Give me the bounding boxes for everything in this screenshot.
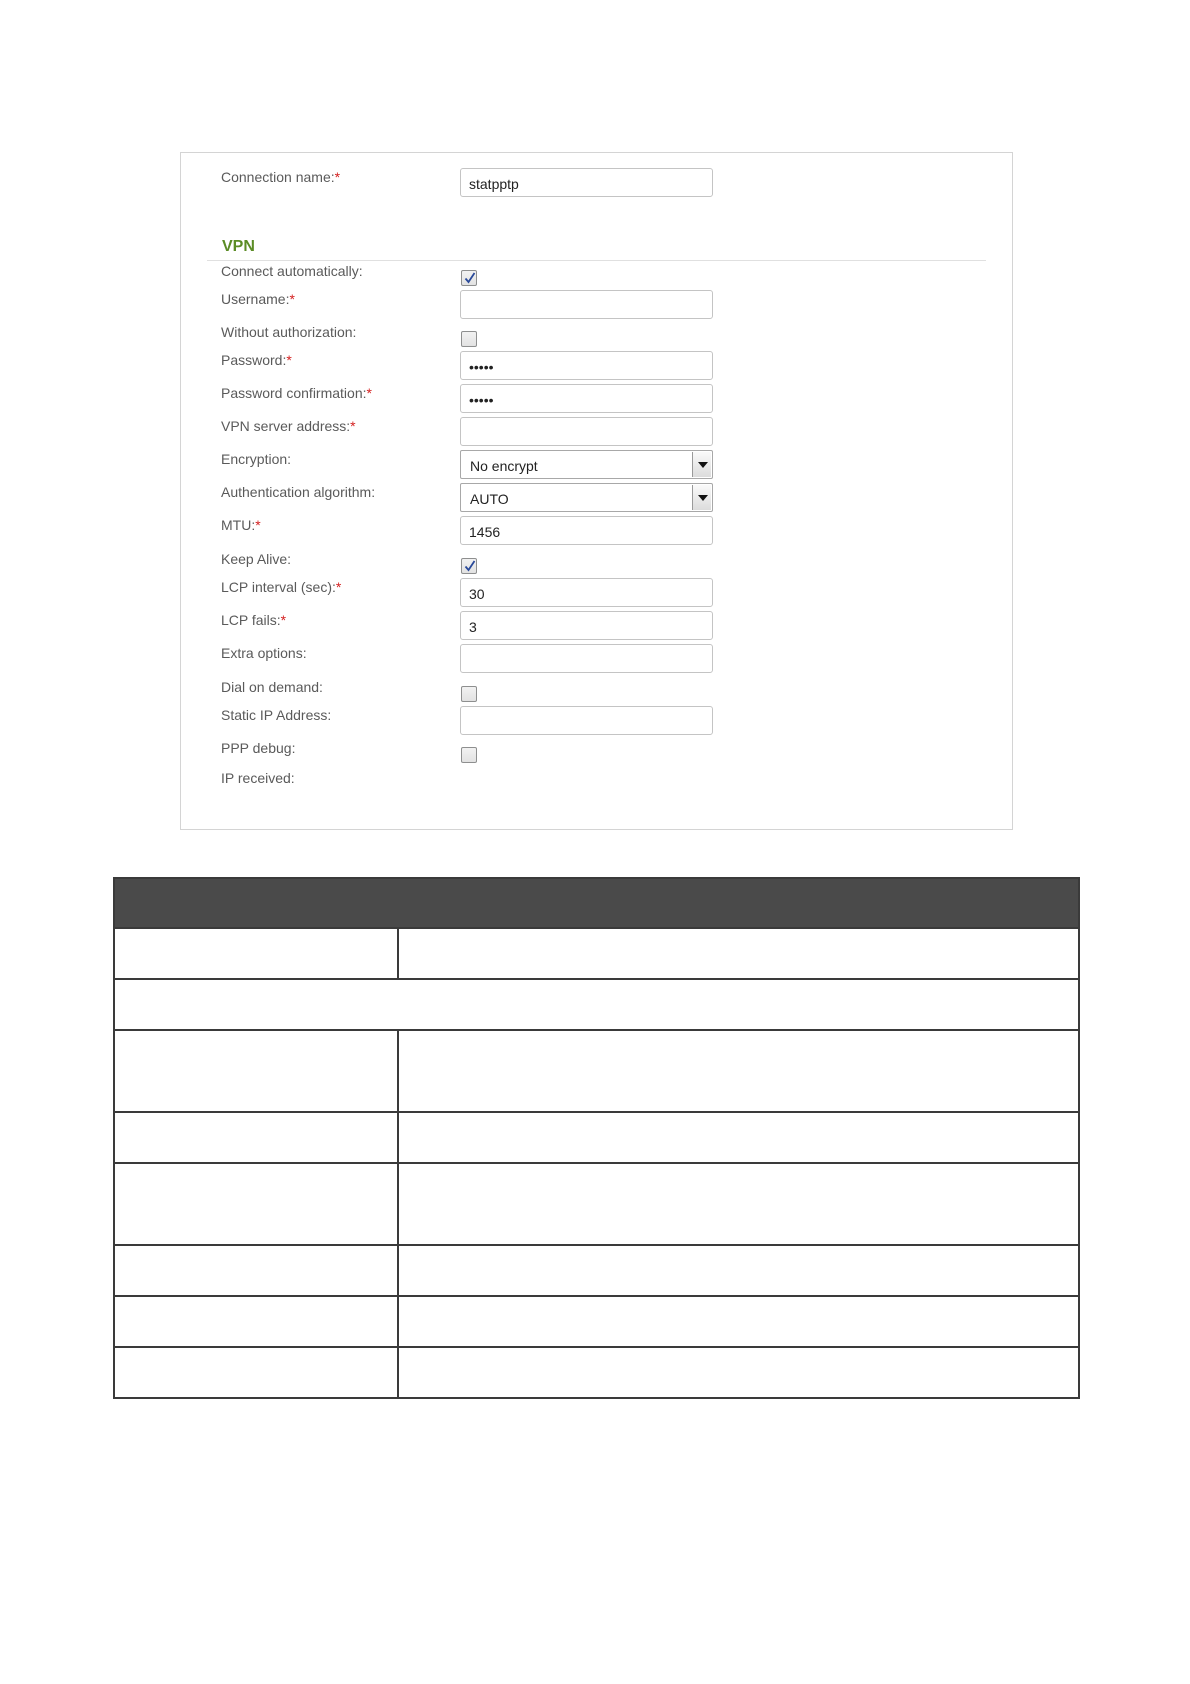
table-cell-description <box>398 1112 1079 1163</box>
table-cell-description <box>398 1245 1079 1296</box>
parameters-table <box>113 877 1080 1399</box>
password-label: Password:* <box>221 352 292 368</box>
static-ip-address-label: Static IP Address: <box>221 707 332 723</box>
extra-options-label: Extra options: <box>221 645 307 661</box>
lcp-interval-input[interactable] <box>460 578 713 607</box>
username-label: Username:* <box>221 291 295 307</box>
table-row <box>114 1163 1079 1245</box>
vpn-server-address-input[interactable] <box>460 417 713 446</box>
section-divider <box>207 260 986 261</box>
table-row <box>114 1112 1079 1163</box>
chevron-down-icon[interactable] <box>692 485 711 510</box>
table-row <box>114 1296 1079 1347</box>
table-cell-parameter <box>114 1347 398 1398</box>
vpn-settings-screenshot <box>180 152 1013 830</box>
checkmark-icon <box>463 271 477 285</box>
lcp-fails-label: LCP fails:* <box>221 612 287 628</box>
connect-automatically-label: Connect automatically: <box>221 263 363 279</box>
mtu-label: MTU:* <box>221 517 261 533</box>
table-row <box>114 1347 1079 1398</box>
table-cell-parameter <box>114 1296 398 1347</box>
table-cell-description <box>398 1347 1079 1398</box>
lcp-fails-input[interactable] <box>460 611 713 640</box>
table-cell-parameter <box>114 1245 398 1296</box>
connection-name-input[interactable] <box>460 168 713 197</box>
table-row <box>114 928 1079 979</box>
without-authorization-label: Without authorization: <box>221 324 357 340</box>
table-cell-parameter <box>114 1112 398 1163</box>
chevron-down-icon[interactable] <box>692 452 711 477</box>
without-authorization-checkbox[interactable] <box>461 331 477 347</box>
table-cell-description <box>398 1163 1079 1245</box>
password-input[interactable] <box>460 351 713 380</box>
table-cell-description <box>398 928 1079 979</box>
dial-on-demand-label: Dial on demand: <box>221 679 323 695</box>
dial-on-demand-checkbox[interactable] <box>461 686 477 702</box>
table-section-row <box>114 979 1079 1030</box>
encryption-value: No encrypt <box>470 458 538 474</box>
authentication-algorithm-value: AUTO <box>470 491 509 507</box>
password-confirmation-input[interactable] <box>460 384 713 413</box>
table-section-cell <box>114 979 1079 1030</box>
table-cell-description <box>398 1296 1079 1347</box>
encryption-select[interactable] <box>460 450 713 479</box>
table-cell-description <box>398 1030 1079 1112</box>
table-header-cell <box>114 878 1079 928</box>
authentication-algorithm-select[interactable] <box>460 483 713 512</box>
keep-alive-checkbox[interactable] <box>461 558 477 574</box>
table-cell-parameter <box>114 1163 398 1245</box>
connect-automatically-checkbox[interactable] <box>461 270 477 286</box>
table-cell-parameter <box>114 928 398 979</box>
extra-options-input[interactable] <box>460 644 713 673</box>
encryption-label: Encryption: <box>221 451 292 467</box>
authentication-algorithm-label: Authentication algorithm: <box>221 484 376 500</box>
vpn-section-title: VPN <box>222 238 255 255</box>
connection-name-label: Connection name:* <box>221 169 341 185</box>
table-row <box>114 1245 1079 1296</box>
table-header-row <box>114 878 1079 928</box>
ppp-debug-checkbox[interactable] <box>461 747 477 763</box>
checkmark-icon <box>463 559 477 573</box>
vpn-server-address-label: VPN server address:* <box>221 418 356 434</box>
password-confirmation-label: Password confirmation:* <box>221 385 372 401</box>
table-cell-parameter <box>114 1030 398 1112</box>
static-ip-address-input[interactable] <box>460 706 713 735</box>
keep-alive-label: Keep Alive: <box>221 551 292 567</box>
mtu-input[interactable] <box>460 516 713 545</box>
username-input[interactable] <box>460 290 713 319</box>
ip-received-label: IP received: <box>221 770 295 786</box>
ppp-debug-label: PPP debug: <box>221 740 296 756</box>
table-row <box>114 1030 1079 1112</box>
lcp-interval-label: LCP interval (sec):* <box>221 579 342 595</box>
